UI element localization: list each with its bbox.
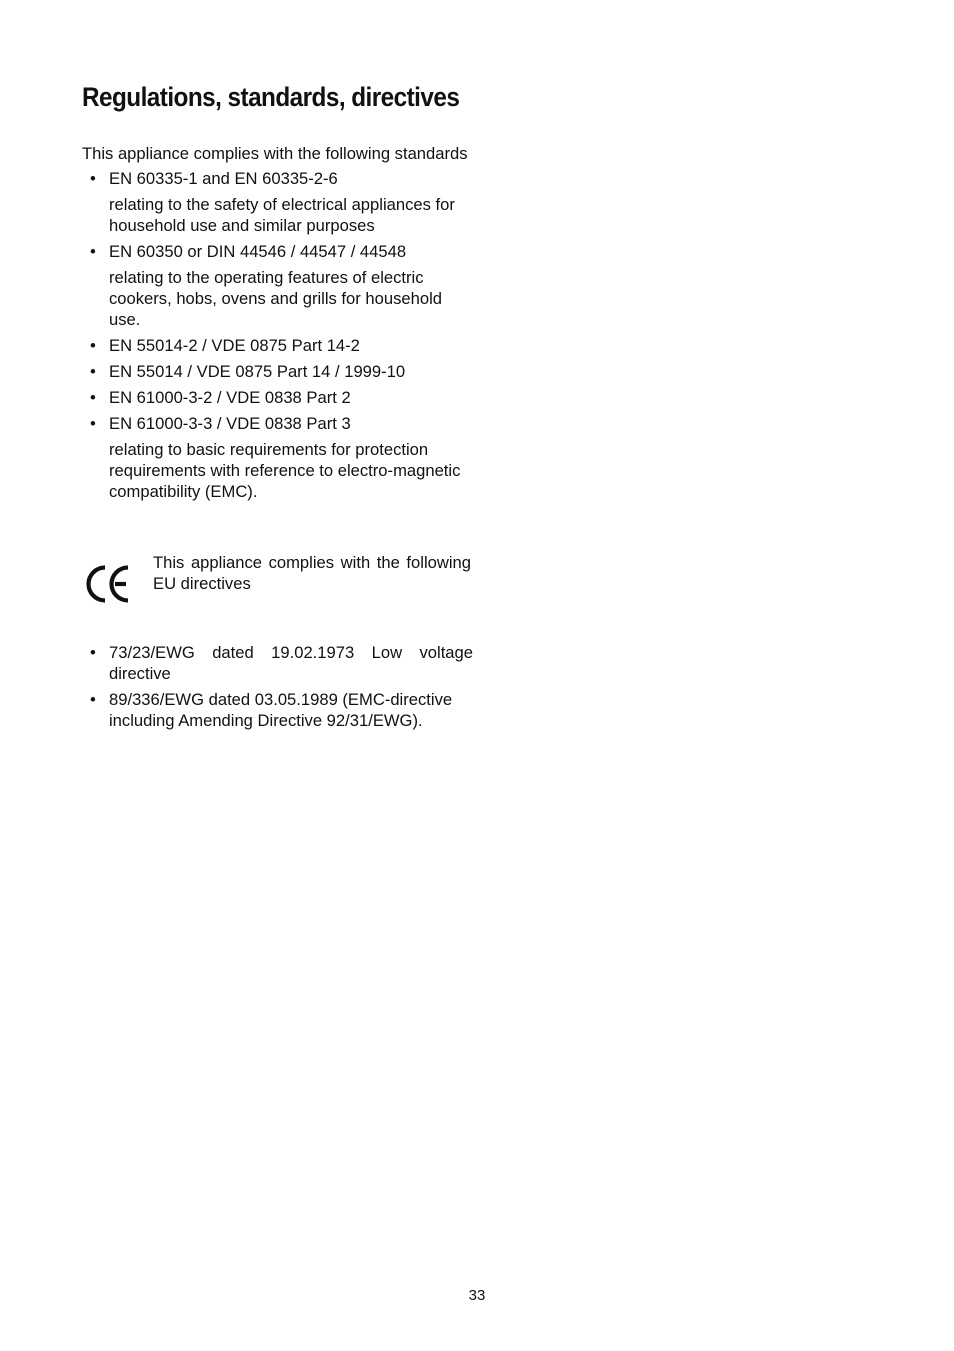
bullet-icon: • (90, 242, 96, 261)
directive-text: 89/336/EWG dated 03.05.1989 (EMC-directive including Amending Directive 92/31/EWG). (109, 690, 453, 730)
directives-list (82, 642, 473, 736)
bullet-icon: • (90, 690, 96, 709)
ce-directives-block (82, 552, 473, 612)
list-item (82, 642, 473, 684)
bullet-icon: • (90, 336, 96, 355)
ce-directives-text: This appliance complies with the following EU directives (153, 553, 471, 593)
directive-text: 73/23/EWG dated 19.02.1973 Low voltage directive (109, 643, 473, 683)
list-item (82, 168, 473, 236)
bullet-icon: • (90, 414, 96, 433)
standards-list (82, 168, 473, 502)
standards-section (82, 143, 473, 507)
list-item (82, 413, 473, 502)
list-item (82, 361, 473, 382)
standards-intro: This appliance complies with the following standards (82, 144, 468, 163)
bullet-icon: • (90, 362, 96, 381)
ce-mark-icon (86, 563, 132, 605)
page-number: 33 (468, 1287, 486, 1304)
standard-title: EN 61000-3-2 / VDE 0838 Part 2 (109, 388, 351, 407)
list-item (82, 387, 473, 408)
bullet-icon: • (90, 169, 96, 188)
standard-title: EN 60335-1 and EN 60335-2-6 (109, 169, 338, 188)
standard-title: EN 55014-2 / VDE 0875 Part 14-2 (109, 336, 360, 355)
standard-description: relating to the operating features of electric cookers, hobs, ovens and grills for household use. (109, 268, 442, 329)
standard-title: EN 61000-3-3 / VDE 0838 Part 3 (109, 414, 351, 433)
bullet-icon: • (90, 643, 96, 662)
page-title: Regulations, standards, directives (82, 82, 460, 112)
list-item (82, 241, 473, 330)
list-item (82, 335, 473, 356)
standard-description: relating to basic requirements for protection requirements with reference to electro-magnetic compatibility (EMC). (109, 440, 461, 501)
list-item (82, 689, 473, 731)
standard-title: EN 55014 / VDE 0875 Part 14 / 1999-10 (109, 362, 406, 381)
standard-title: EN 60350 or DIN 44546 / 44547 / 44548 (109, 242, 407, 261)
bullet-icon: • (90, 388, 96, 407)
standard-description: relating to the safety of electrical appliances for household use and similar purposes (109, 195, 455, 235)
